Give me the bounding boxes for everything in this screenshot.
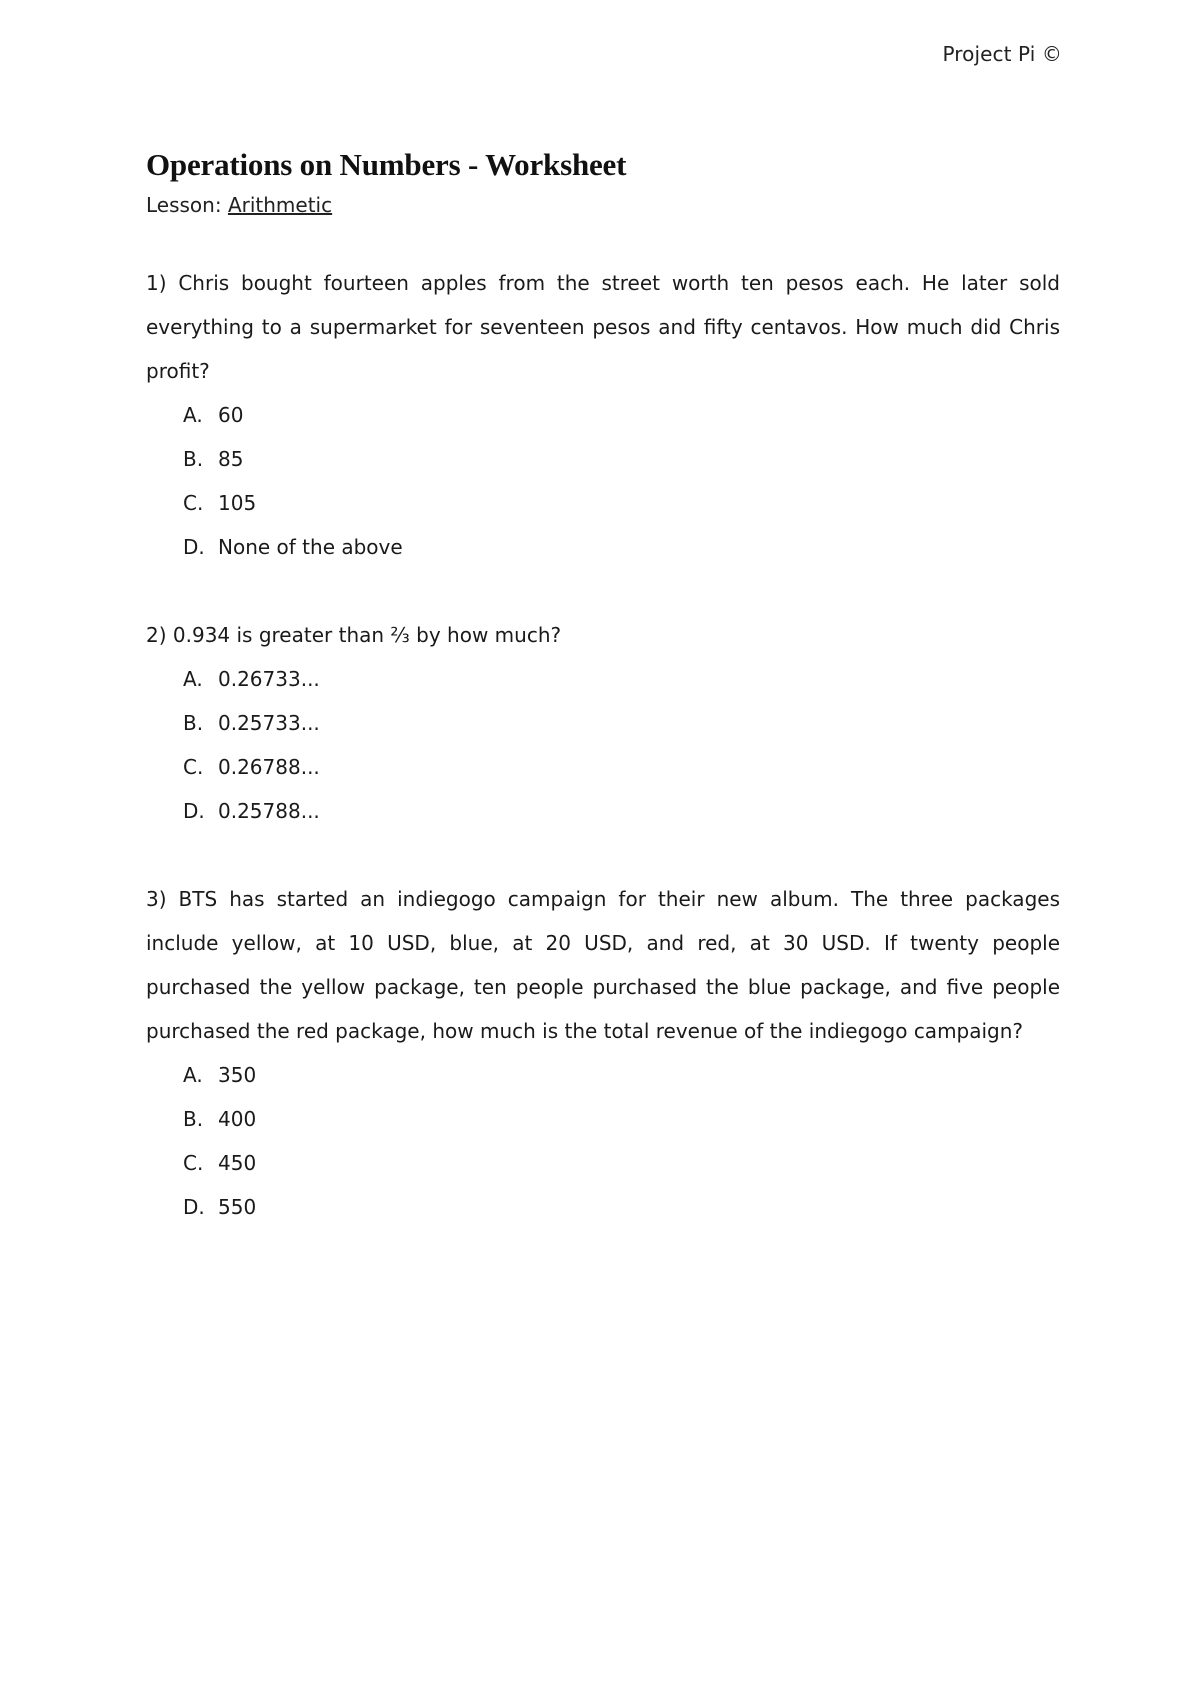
option-a <box>146 1053 1060 1097</box>
options-list <box>146 393 1060 569</box>
option-text: 350 <box>218 1063 257 1087</box>
options-list <box>146 1053 1060 1229</box>
option-c <box>146 745 1060 789</box>
lesson-link[interactable]: Arithmetic <box>227 193 333 217</box>
option-text: 0.26733... <box>218 667 320 691</box>
option-text: 0.26788... <box>218 755 320 779</box>
question-text: 2) 0.934 is greater than ⅔ by how much? <box>146 623 562 647</box>
option-letter: C. <box>183 1151 204 1175</box>
option-a <box>146 657 1060 701</box>
option-text: 450 <box>218 1151 257 1175</box>
question-text: 3) BTS has started an indiegogo campaign for their new album. The three packages include yellow, at 10 USD, blue, at 20 USD, and red, at 30 USD. If twenty people purchased the yellow package, ten people purchased the blue package, and five people purchased the red package, how much is the total revenue of the indiegogo campaign? <box>146 887 1060 1043</box>
option-c <box>146 1141 1060 1185</box>
option-letter: C. <box>183 755 204 779</box>
option-letter: A. <box>183 403 203 427</box>
option-b <box>146 701 1060 745</box>
option-text: 400 <box>218 1107 257 1131</box>
option-text: 0.25788... <box>218 799 320 823</box>
header-brand: Project Pi © <box>942 42 1062 66</box>
option-d <box>146 789 1060 833</box>
option-a <box>146 393 1060 437</box>
option-b <box>146 1097 1060 1141</box>
question-3 <box>146 877 1060 1229</box>
lesson-label: Lesson: <box>146 193 228 217</box>
option-letter: B. <box>183 447 204 471</box>
option-letter: B. <box>183 711 204 735</box>
options-list <box>146 657 1060 833</box>
option-letter: A. <box>183 1063 203 1087</box>
option-text: 0.25733... <box>218 711 320 735</box>
question-1 <box>146 261 1060 569</box>
option-letter: D. <box>183 535 205 559</box>
lesson-line <box>146 191 1060 219</box>
option-d <box>146 1185 1060 1229</box>
option-d <box>146 525 1060 569</box>
worksheet-content <box>146 145 1060 1229</box>
page-title: Operations on Numbers - Worksheet <box>146 147 627 182</box>
question-2 <box>146 613 1060 833</box>
question-text: 1) Chris bought fourteen apples from the street worth ten pesos each. He later sold everything to a supermarket for seventeen pesos and fifty centavos. How much did Chris profit? <box>146 271 1060 383</box>
option-letter: A. <box>183 667 203 691</box>
option-letter: C. <box>183 491 204 515</box>
option-text: 60 <box>218 403 244 427</box>
option-letter: D. <box>183 799 205 823</box>
option-c <box>146 481 1060 525</box>
option-letter: B. <box>183 1107 204 1131</box>
option-text: 550 <box>218 1195 257 1219</box>
option-b <box>146 437 1060 481</box>
option-text: 85 <box>218 447 244 471</box>
option-text: 105 <box>218 491 257 515</box>
option-letter: D. <box>183 1195 205 1219</box>
option-text: None of the above <box>218 535 403 559</box>
